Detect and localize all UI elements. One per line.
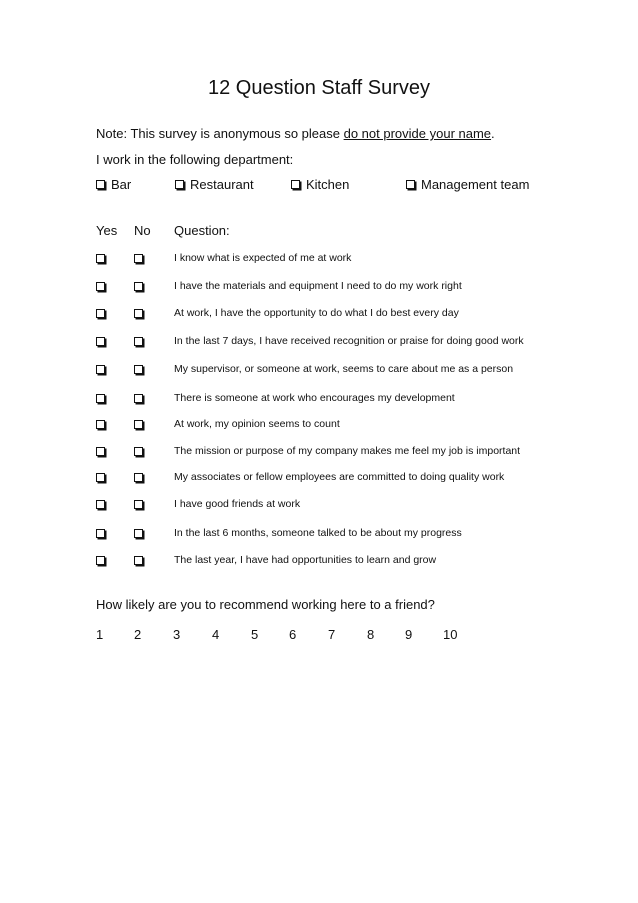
yes-checkbox[interactable] xyxy=(96,337,105,346)
question-row xyxy=(0,363,638,377)
no-checkbox[interactable] xyxy=(134,447,143,456)
anonymity-note xyxy=(96,126,495,141)
department-option-label: Bar xyxy=(111,177,132,192)
header-yes: Yes xyxy=(96,223,118,238)
scale-option-4[interactable]: 4 xyxy=(212,627,220,642)
question-text: My associates or fellow employees are committed to doing quality work xyxy=(174,471,505,483)
question-row xyxy=(0,335,638,349)
department-option-management-team[interactable] xyxy=(406,177,529,192)
no-checkbox[interactable] xyxy=(134,365,143,374)
department-label: I work in the following department: xyxy=(96,152,294,167)
note-suffix: . xyxy=(491,126,495,141)
header-no: No xyxy=(134,223,151,238)
scale-option-5[interactable]: 5 xyxy=(251,627,259,642)
scale-option-3[interactable]: 3 xyxy=(173,627,181,642)
scale-option-1[interactable]: 1 xyxy=(96,627,104,642)
yes-checkbox[interactable] xyxy=(96,309,105,318)
no-checkbox[interactable] xyxy=(134,473,143,482)
checkbox-icon[interactable] xyxy=(175,180,184,189)
department-option-bar[interactable] xyxy=(96,177,131,192)
checkbox-icon[interactable] xyxy=(406,180,415,189)
no-checkbox[interactable] xyxy=(134,337,143,346)
department-option-kitchen[interactable] xyxy=(291,177,349,192)
scale-option-2[interactable]: 2 xyxy=(134,627,142,642)
no-checkbox[interactable] xyxy=(134,282,143,291)
checkbox-icon[interactable] xyxy=(96,180,105,189)
no-checkbox[interactable] xyxy=(134,529,143,538)
question-text: In the last 7 days, I have received recognition or praise for doing good work xyxy=(174,335,524,347)
scale-option-6[interactable]: 6 xyxy=(289,627,297,642)
yes-checkbox[interactable] xyxy=(96,394,105,403)
yes-checkbox[interactable] xyxy=(96,447,105,456)
yes-checkbox[interactable] xyxy=(96,254,105,263)
scale-option-9[interactable]: 9 xyxy=(405,627,413,642)
question-row xyxy=(0,418,638,432)
no-checkbox[interactable] xyxy=(134,309,143,318)
department-option-label: Kitchen xyxy=(306,177,350,192)
question-text: In the last 6 months, someone talked to be about my progress xyxy=(174,527,462,539)
yes-checkbox[interactable] xyxy=(96,529,105,538)
department-option-label: Management team xyxy=(421,177,530,192)
question-text: I have good friends at work xyxy=(174,498,301,510)
scale-option-7[interactable]: 7 xyxy=(328,627,336,642)
no-checkbox[interactable] xyxy=(134,254,143,263)
yes-checkbox[interactable] xyxy=(96,556,105,565)
question-text: I have the materials and equipment I need to do my work right xyxy=(174,280,462,292)
department-option-label: Restaurant xyxy=(190,177,254,192)
yes-checkbox[interactable] xyxy=(96,365,105,374)
checkbox-icon[interactable] xyxy=(291,180,300,189)
yes-checkbox[interactable] xyxy=(96,473,105,482)
no-checkbox[interactable] xyxy=(134,420,143,429)
header-question: Question: xyxy=(174,223,230,238)
question-text: The mission or purpose of my company makes me feel my job is important xyxy=(174,445,521,457)
no-checkbox[interactable] xyxy=(134,394,143,403)
question-row xyxy=(0,445,638,459)
question-text: There is someone at work who encourages my development xyxy=(174,392,455,404)
question-text: My supervisor, or someone at work, seems to care about me as a person xyxy=(174,363,514,375)
question-row xyxy=(0,392,638,406)
yes-checkbox[interactable] xyxy=(96,282,105,291)
recommend-question: How likely are you to recommend working here to a friend? xyxy=(96,597,435,612)
page-title: 12 Question Staff Survey xyxy=(208,77,430,99)
question-row xyxy=(0,252,638,266)
question-text: At work, my opinion seems to count xyxy=(174,418,340,430)
question-text: I know what is expected of me at work xyxy=(174,252,352,264)
department-option-restaurant[interactable] xyxy=(175,177,254,192)
question-row xyxy=(0,307,638,321)
note-underlined: do not provide your name xyxy=(343,126,492,141)
scale-option-8[interactable]: 8 xyxy=(367,627,375,642)
scale-option-10[interactable]: 10 xyxy=(443,627,458,642)
question-text: The last year, I have had opportunities to learn and grow xyxy=(174,554,437,566)
no-checkbox[interactable] xyxy=(134,556,143,565)
note-prefix: Note: This survey is anonymous so please xyxy=(96,126,344,141)
question-row xyxy=(0,498,638,512)
question-row xyxy=(0,280,638,294)
no-checkbox[interactable] xyxy=(134,500,143,509)
yes-checkbox[interactable] xyxy=(96,500,105,509)
yes-checkbox[interactable] xyxy=(96,420,105,429)
question-text: At work, I have the opportunity to do what I do best every day xyxy=(174,307,459,319)
question-row xyxy=(0,471,638,485)
question-row xyxy=(0,554,638,568)
question-row xyxy=(0,527,638,541)
